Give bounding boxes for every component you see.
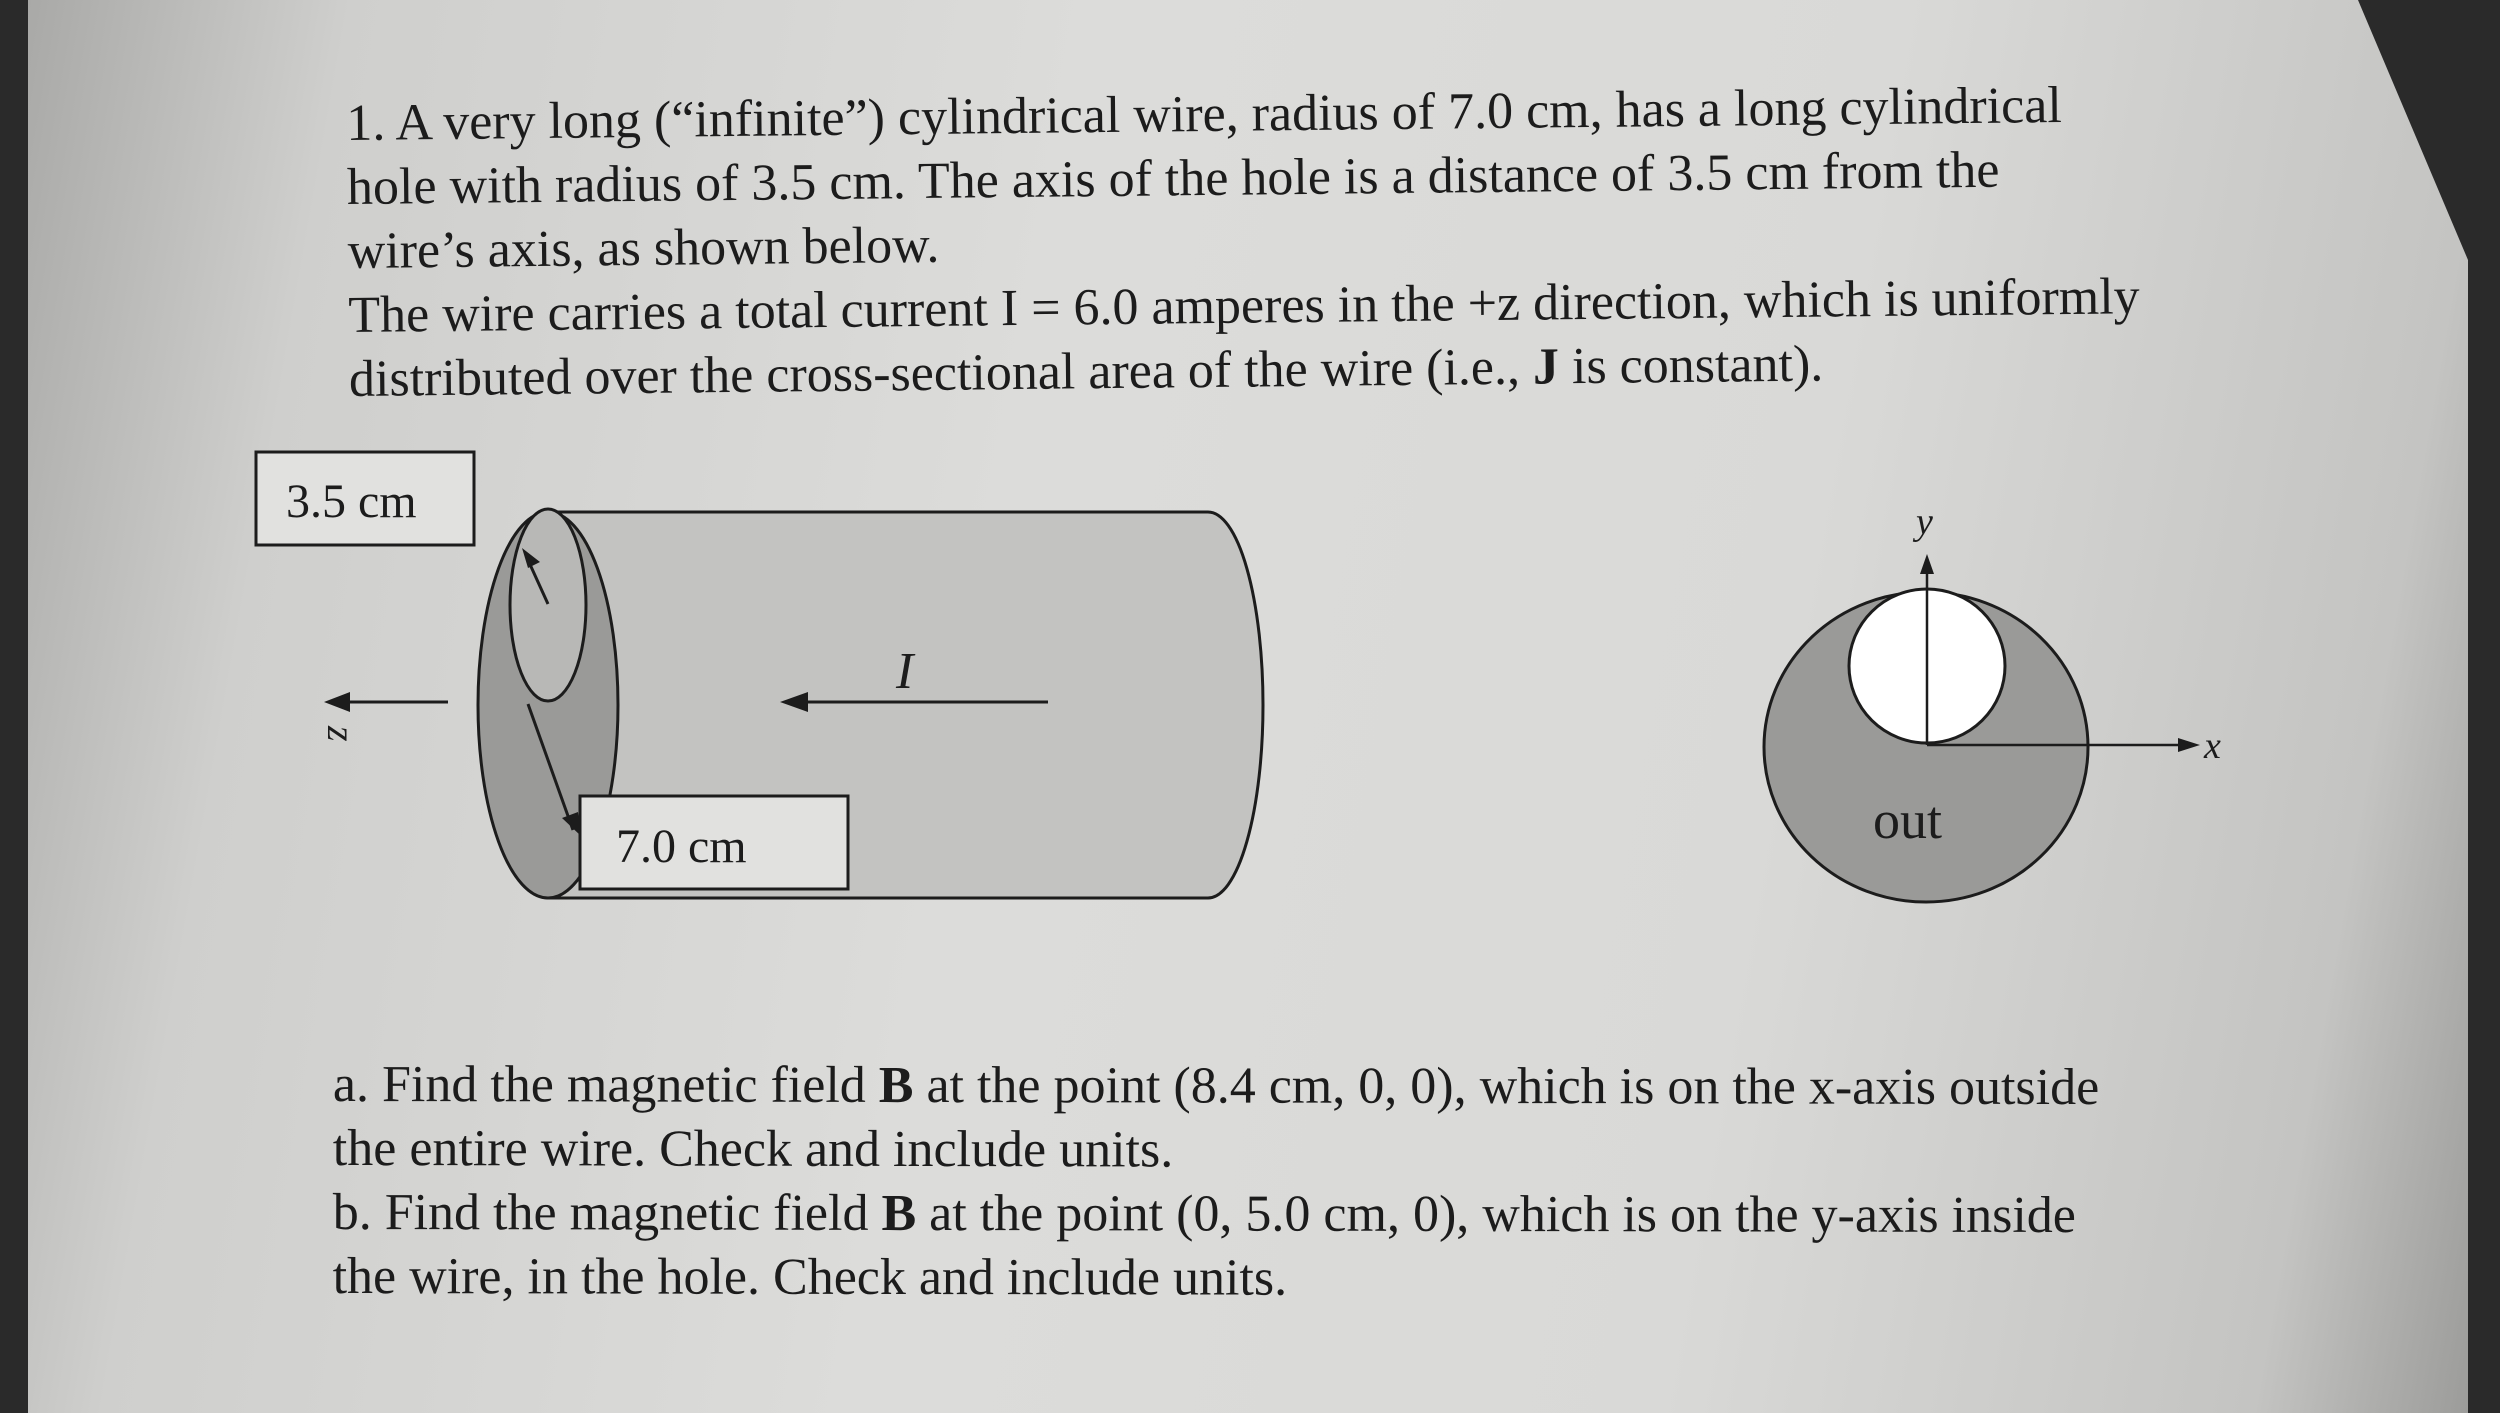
cylinder-side-view xyxy=(256,452,1263,898)
problem-line-5-start: distributed over the cross-sectional area of the wire (i.e., xyxy=(348,338,1534,408)
current-direction-label: out xyxy=(1873,790,1943,850)
hole-radius-label: 3.5 cm xyxy=(286,475,417,528)
question-a-line-1 xyxy=(333,1053,2313,1120)
problem-text-line-1: A very long (“infinite”) cylindrical wire, radius of 7.0 cm, has a long cylindrical xyxy=(395,77,2063,152)
problem-line-3: wire’s axis, as shown below. xyxy=(347,216,940,280)
wire-radius-label: 7.0 cm xyxy=(616,820,747,873)
question-b-end: at the point (0, 5.0 cm, 0), which is on the y-axis inside xyxy=(916,1185,2076,1245)
current-label: I xyxy=(896,643,914,700)
magnetic-field-symbol-a: B xyxy=(878,1056,914,1115)
problem-line-5-end: is constant). xyxy=(1558,335,1824,396)
questions xyxy=(333,1053,2313,1312)
hole-end-face xyxy=(510,509,586,701)
y-axis-label: y xyxy=(1916,501,1933,543)
x-axis-label: x xyxy=(2204,725,2221,767)
question-b-line-2: the wire, in the hole. Check and include units. xyxy=(332,1247,1288,1307)
question-a-line-2: the entire wire. Check and include units. xyxy=(332,1119,1174,1179)
x-axis-arrowhead xyxy=(2178,738,2200,752)
y-axis-arrowhead xyxy=(1920,554,1934,574)
problem-line-2: hole with radius of 3.5 cm. The axis of the hole is a distance of 3.5 cm from the xyxy=(346,141,2000,216)
question-a-end: at the point (8.4 cm, 0, 0), which is on the x-axis outside xyxy=(913,1057,2100,1117)
cross-section-view xyxy=(1764,501,2221,902)
z-axis-arrowhead xyxy=(324,692,350,712)
question-a-start: a. Find the magnetic field xyxy=(332,1056,879,1114)
problem-number: 1. xyxy=(346,94,386,152)
question-b-line-1 xyxy=(333,1181,2313,1248)
current-density-symbol: J xyxy=(1532,338,1560,396)
magnetic-field-symbol-b: B xyxy=(881,1184,917,1243)
problem-line-4: The wire carries a total current I = 6.0 amperes in the +z direction, which is uniformly xyxy=(348,268,2140,344)
worksheet-page xyxy=(28,0,2468,1413)
question-b-start: b. Find the magnetic field xyxy=(332,1183,882,1242)
z-axis-label: z xyxy=(319,726,364,742)
